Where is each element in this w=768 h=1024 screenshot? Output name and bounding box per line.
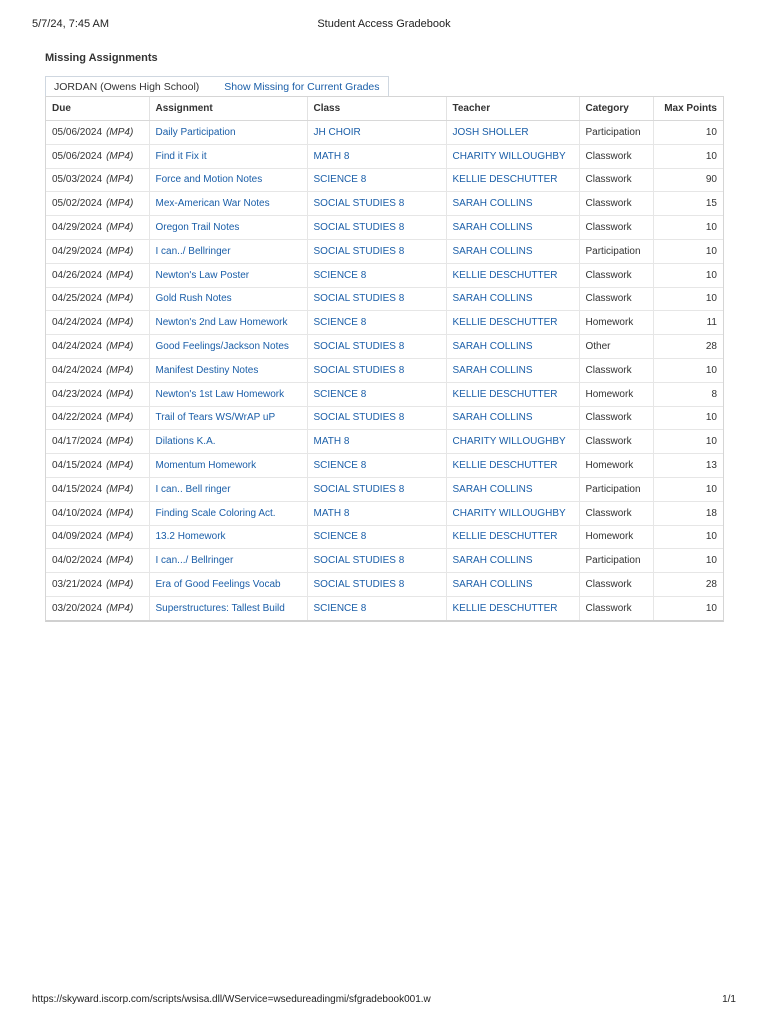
teacher-link[interactable]: SARAH COLLINS	[446, 216, 579, 240]
table-row	[46, 335, 723, 359]
due-cell	[46, 216, 149, 240]
assignment-link[interactable]: 13.2 Homework	[149, 525, 307, 549]
teacher-link[interactable]: SARAH COLLINS	[446, 549, 579, 573]
teacher-link[interactable]: SARAH COLLINS	[446, 192, 579, 216]
print-datetime: 5/7/24, 7:45 AM	[32, 18, 110, 30]
max-points-cell: 10	[653, 263, 723, 287]
class-link[interactable]: SOCIAL STUDIES 8	[307, 573, 446, 597]
category-cell: Classwork	[579, 216, 653, 240]
due-cell	[46, 573, 149, 597]
table-row	[46, 430, 723, 454]
teacher-link[interactable]: KELLIE DESCHUTTER	[446, 454, 579, 478]
teacher-link[interactable]: CHARITY WILLOUGHBY	[446, 501, 579, 525]
category-cell: Other	[579, 335, 653, 359]
category-cell: Classwork	[579, 192, 653, 216]
max-points-cell: 10	[653, 287, 723, 311]
due-cell	[46, 144, 149, 168]
category-cell: Classwork	[579, 573, 653, 597]
table-row	[46, 501, 723, 525]
category-cell: Classwork	[579, 501, 653, 525]
category-cell: Classwork	[579, 406, 653, 430]
max-points-cell: 28	[653, 335, 723, 359]
max-points-cell: 10	[653, 358, 723, 382]
max-points-cell: 10	[653, 239, 723, 263]
due-cell	[46, 311, 149, 335]
column-header-class[interactable]: Class	[307, 97, 446, 121]
max-points-cell: 10	[705, 602, 717, 614]
due-cell	[46, 263, 149, 287]
assignment-link[interactable]: Superstructures: Tallest Build	[149, 596, 307, 619]
max-points-cell: 10	[653, 477, 723, 501]
max-points-cell: 15	[653, 192, 723, 216]
class-link[interactable]: MATH 8	[307, 501, 446, 525]
category-cell: Participation	[579, 549, 653, 573]
missing-assignments-table	[45, 96, 724, 622]
class-link[interactable]: SOCIAL STUDIES 8	[307, 477, 446, 501]
table-row	[46, 573, 723, 597]
teacher-link[interactable]: SARAH COLLINS	[446, 335, 579, 359]
table-row	[46, 596, 723, 619]
category-cell: Homework	[579, 525, 653, 549]
marking-period: (MP4)	[106, 222, 134, 234]
class-link[interactable]: SOCIAL STUDIES 8	[307, 287, 446, 311]
table-row	[46, 121, 723, 145]
due-cell	[46, 168, 149, 192]
max-points-cell: 10	[653, 144, 723, 168]
due-date: 04/25/2024	[52, 293, 103, 305]
class-link[interactable]: SCIENCE 8	[307, 454, 446, 478]
marking-period: (MP4)	[106, 317, 134, 329]
assignment-link[interactable]: Daily Participation	[149, 121, 307, 145]
assignment-link[interactable]: Oregon Trail Notes	[149, 216, 307, 240]
due-cell	[46, 406, 149, 430]
due-date: 04/24/2024	[52, 364, 103, 376]
category-cell: Classwork	[579, 144, 653, 168]
class-link[interactable]: SOCIAL STUDIES 8	[307, 406, 446, 430]
marking-period: (MP4)	[106, 174, 134, 186]
assignment-link[interactable]: Trail of Tears WS/WrAP uP	[149, 406, 307, 430]
teacher-link[interactable]: SARAH COLLINS	[446, 287, 579, 311]
class-link[interactable]: SOCIAL STUDIES 8	[307, 239, 446, 263]
teacher-link[interactable]: KELLIE DESCHUTTER	[446, 596, 579, 619]
category-cell: Homework	[579, 382, 653, 406]
max-points-cell: 13	[653, 454, 723, 478]
assignment-link[interactable]: I can.../ Bellringer	[149, 549, 307, 573]
max-points-cell: 10	[653, 549, 723, 573]
marking-period: (MP4)	[106, 269, 134, 281]
due-cell	[46, 477, 149, 501]
teacher-link[interactable]: KELLIE DESCHUTTER	[446, 263, 579, 287]
category-cell: Classwork	[579, 596, 653, 619]
marking-period: (MP4)	[106, 555, 134, 567]
student-tab[interactable]: JORDAN (Owens High School)	[54, 81, 200, 93]
marking-period: (MP4)	[106, 126, 134, 138]
table-row	[46, 358, 723, 382]
due-date: 04/10/2024	[52, 507, 103, 519]
category-cell: Classwork	[579, 168, 653, 192]
due-date: 04/09/2024	[52, 531, 103, 543]
assignment-link[interactable]: Force and Motion Notes	[149, 168, 307, 192]
marking-period: (MP4)	[106, 364, 134, 376]
category-cell: Classwork	[579, 287, 653, 311]
max-points-cell: 10	[653, 430, 723, 454]
gradebook-tabs	[45, 76, 389, 97]
teacher-link[interactable]: SARAH COLLINS	[446, 406, 579, 430]
table-row	[46, 525, 723, 549]
due-date: 03/20/2024	[52, 602, 103, 614]
category-cell: Classwork	[579, 358, 653, 382]
category-cell: Classwork	[579, 430, 653, 454]
class-link[interactable]: SCIENCE 8	[307, 525, 446, 549]
marking-period: (MP4)	[106, 602, 134, 614]
due-date: 04/17/2024	[52, 436, 103, 448]
due-date: 04/24/2024	[52, 317, 103, 329]
table-row	[46, 263, 723, 287]
teacher-link[interactable]: SARAH COLLINS	[446, 477, 579, 501]
table-row	[46, 477, 723, 501]
marking-period: (MP4)	[106, 436, 134, 448]
max-points-cell: 10	[653, 525, 723, 549]
class-link[interactable]: SOCIAL STUDIES 8	[307, 358, 446, 382]
marking-period: (MP4)	[106, 388, 134, 400]
due-cell	[46, 192, 149, 216]
class-link[interactable]: MATH 8	[307, 430, 446, 454]
due-cell	[46, 239, 149, 263]
class-link[interactable]: SCIENCE 8	[307, 168, 446, 192]
max-points-cell: 8	[653, 382, 723, 406]
assignment-link[interactable]: Dilations K.A.	[149, 430, 307, 454]
max-points-cell: 10	[653, 121, 723, 145]
assignment-link[interactable]: Era of Good Feelings Vocab	[149, 573, 307, 597]
assignment-link[interactable]: Good Feelings/Jackson Notes	[149, 335, 307, 359]
category-cell: Classwork	[579, 263, 653, 287]
due-cell	[46, 525, 149, 549]
class-link[interactable]: JH CHOIR	[307, 121, 446, 145]
assignment-link[interactable]: Gold Rush Notes	[149, 287, 307, 311]
marking-period: (MP4)	[106, 341, 134, 353]
category-cell: Homework	[579, 454, 653, 478]
teacher-link[interactable]: JOSH SHOLLER	[446, 121, 579, 145]
due-cell	[46, 596, 149, 619]
marking-period: (MP4)	[106, 531, 134, 543]
table-row	[46, 144, 723, 168]
due-cell	[46, 454, 149, 478]
teacher-link[interactable]: SARAH COLLINS	[446, 239, 579, 263]
teacher-link[interactable]: SARAH COLLINS	[446, 358, 579, 382]
teacher-link[interactable]: KELLIE DESCHUTTER	[446, 168, 579, 192]
max-points-cell: 10	[653, 216, 723, 240]
table-row	[46, 192, 723, 216]
class-link[interactable]: MATH 8	[307, 144, 446, 168]
marking-period: (MP4)	[106, 198, 134, 210]
due-date: 03/21/2024	[52, 579, 103, 591]
assignment-link[interactable]: Finding Scale Coloring Act.	[149, 501, 307, 525]
table-row	[46, 168, 723, 192]
column-header-due[interactable]: Due	[46, 97, 149, 121]
due-date: 04/15/2024	[52, 483, 103, 495]
assignment-link[interactable]: Newton's 1st Law Homework	[149, 382, 307, 406]
max-points-cell: 90	[653, 168, 723, 192]
column-header-category[interactable]: Category	[579, 97, 653, 121]
print-header	[32, 18, 736, 32]
assignment-link[interactable]: Momentum Homework	[149, 454, 307, 478]
class-link[interactable]: SCIENCE 8	[307, 263, 446, 287]
category-cell: Homework	[579, 311, 653, 335]
marking-period: (MP4)	[106, 483, 134, 495]
marking-period: (MP4)	[106, 150, 134, 162]
due-cell	[46, 287, 149, 311]
print-footer	[32, 994, 736, 1008]
marking-period: (MP4)	[106, 460, 134, 472]
class-link[interactable]: SOCIAL STUDIES 8	[307, 216, 446, 240]
category-cell: Participation	[579, 477, 653, 501]
class-link[interactable]: SOCIAL STUDIES 8	[307, 192, 446, 216]
due-date: 05/02/2024	[52, 198, 103, 210]
print-title: Student Access Gradebook	[317, 18, 451, 30]
teacher-link[interactable]: CHARITY WILLOUGHBY	[446, 144, 579, 168]
assignment-link[interactable]: Manifest Destiny Notes	[149, 358, 307, 382]
teacher-link[interactable]: KELLIE DESCHUTTER	[446, 382, 579, 406]
class-link[interactable]: SCIENCE 8	[307, 596, 446, 619]
max-points-cell: 11	[653, 311, 723, 335]
assignment-link[interactable]: Mex-American War Notes	[149, 192, 307, 216]
due-date: 04/29/2024	[52, 245, 103, 257]
marking-period: (MP4)	[106, 293, 134, 305]
show-missing-link[interactable]: Show Missing for Current Grades	[224, 81, 380, 93]
column-header-assignment[interactable]: Assignment	[149, 97, 307, 121]
due-date: 05/03/2024	[52, 174, 103, 186]
teacher-link[interactable]: CHARITY WILLOUGHBY	[446, 430, 579, 454]
table-row	[46, 382, 723, 406]
marking-period: (MP4)	[106, 507, 134, 519]
table-row	[46, 549, 723, 573]
due-date: 05/06/2024	[52, 150, 103, 162]
due-cell	[46, 358, 149, 382]
teacher-link[interactable]: KELLIE DESCHUTTER	[446, 311, 579, 335]
due-cell	[46, 430, 149, 454]
table-row	[46, 311, 723, 335]
due-cell	[46, 382, 149, 406]
table-header-row	[46, 97, 723, 121]
table-row	[46, 287, 723, 311]
class-link[interactable]: SCIENCE 8	[307, 311, 446, 335]
table-row	[46, 406, 723, 430]
table-row	[46, 239, 723, 263]
column-header-teacher[interactable]: Teacher	[446, 97, 579, 121]
due-date: 04/24/2024	[52, 341, 103, 353]
due-date: 04/26/2024	[52, 269, 103, 281]
due-date: 05/06/2024	[52, 126, 103, 138]
due-date: 04/15/2024	[52, 460, 103, 472]
max-points-cell: 10	[653, 406, 723, 430]
teacher-link[interactable]: SARAH COLLINS	[446, 573, 579, 597]
class-link[interactable]: SOCIAL STUDIES 8	[307, 335, 446, 359]
due-date: 04/23/2024	[52, 388, 103, 400]
teacher-link[interactable]: KELLIE DESCHUTTER	[446, 525, 579, 549]
assignment-link[interactable]: Find it Fix it	[149, 144, 307, 168]
due-cell	[46, 501, 149, 525]
print-url: https://skyward.iscorp.com/scripts/wsisa.dll/WService=wsedureadingmi/sfgradebook001.w	[32, 994, 431, 1005]
class-link[interactable]: SOCIAL STUDIES 8	[307, 549, 446, 573]
max-points-cell: 28	[653, 573, 723, 597]
due-cell	[46, 121, 149, 145]
table-row	[46, 454, 723, 478]
category-cell: Participation	[579, 239, 653, 263]
due-cell	[46, 335, 149, 359]
marking-period: (MP4)	[106, 412, 134, 424]
table-row	[46, 216, 723, 240]
assignment-link[interactable]: I can../ Bellringer	[149, 239, 307, 263]
class-link[interactable]: SCIENCE 8	[307, 382, 446, 406]
print-page-number: 1/1	[722, 994, 736, 1005]
due-date: 04/29/2024	[52, 222, 103, 234]
due-cell	[46, 549, 149, 573]
assignment-link[interactable]: Newton's 2nd Law Homework	[149, 311, 307, 335]
max-points-cell: 18	[653, 501, 723, 525]
column-header-max-points[interactable]: Max Points	[653, 97, 723, 121]
marking-period: (MP4)	[106, 245, 134, 257]
section-title: Missing Assignments	[45, 52, 158, 64]
assignment-link[interactable]: Newton's Law Poster	[149, 263, 307, 287]
assignment-link[interactable]: I can.. Bell ringer	[149, 477, 307, 501]
category-cell: Participation	[579, 121, 653, 145]
due-date: 04/22/2024	[52, 412, 103, 424]
due-date: 04/02/2024	[52, 555, 103, 567]
marking-period: (MP4)	[106, 579, 134, 591]
